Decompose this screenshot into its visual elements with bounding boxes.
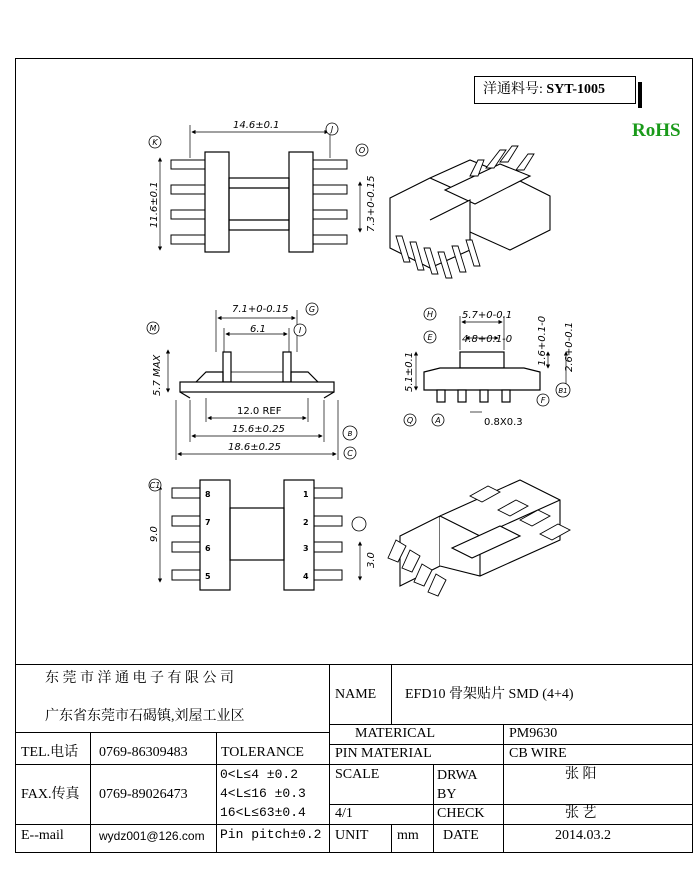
title-block — [15, 664, 693, 853]
date-value: 2014.03.2 — [555, 828, 611, 843]
dim-front-mid: 15.6±0.25 — [232, 424, 285, 435]
email-label: E--mail — [21, 828, 64, 843]
balloon-label: C — [347, 449, 353, 458]
tolerance-row-3: 16<L≤63±0.4 — [220, 805, 306, 820]
scale-value: 4/1 — [335, 806, 353, 821]
dim-front-ref: 12.0 REF — [237, 406, 282, 417]
unit-value: mm — [397, 828, 419, 843]
dim-side-left: 5.1±0.1 — [404, 351, 415, 392]
balloon-label: Q — [406, 416, 414, 425]
material-label: MATERICAL — [355, 726, 436, 741]
part-number-label: 洋通料号: — [483, 82, 543, 97]
check-value: 张 艺 — [565, 806, 597, 821]
tolerance-row-4: Pin pitch±0.2 — [220, 827, 322, 842]
tel-label: TEL.电话 — [21, 745, 79, 760]
tolerance-row-2: 4<L≤16 ±0.3 — [220, 786, 306, 801]
pin-label: 7 — [205, 518, 211, 527]
tel-value: 0769-86309483 — [99, 745, 188, 760]
balloon-label: F — [540, 396, 546, 405]
dim-top-width: 14.6±0.1 — [233, 120, 280, 131]
pin-label: 2 — [303, 518, 309, 527]
dim-bottom-height: 9.0 — [149, 526, 160, 542]
dim-side-pin: 0.8X0.3 — [484, 417, 523, 428]
pin-material-value: CB WIRE — [509, 746, 567, 761]
dim-side-right1: 1.6+0.1-0 — [537, 315, 548, 366]
pin-material-label: PIN MATERIAL — [335, 746, 432, 761]
balloon-label: E — [427, 333, 433, 342]
pin-label: 6 — [205, 544, 211, 553]
balloon-label: J — [330, 125, 334, 134]
pin-label: 1 — [303, 490, 309, 499]
date-label: DATE — [443, 828, 479, 843]
part-number-value: SYT-1005 — [546, 82, 606, 97]
iso-view-top — [390, 146, 550, 278]
fax-value: 0769-89026473 — [99, 787, 188, 802]
balloon-label: K — [152, 138, 158, 147]
balloon-label: I — [298, 326, 302, 335]
top-view — [160, 125, 360, 252]
dim-side-right2: 2.6+0-0.1 — [564, 321, 575, 372]
dim-bottom-pitch: 3.0 — [366, 552, 377, 568]
pin-label: 4 — [303, 572, 309, 581]
part-number-shadow — [638, 82, 642, 108]
fax-label: FAX.传真 — [21, 787, 80, 802]
dim-front-inner: 6.1 — [250, 324, 266, 335]
dim-top-height: 11.6±0.1 — [149, 181, 160, 228]
dim-top-right: 7.3+0-0.15 — [366, 175, 377, 232]
balloon-label: M — [149, 324, 157, 333]
pin-label: 8 — [205, 490, 211, 499]
balloon-label: H — [426, 310, 434, 319]
material-value: PM9630 — [509, 726, 558, 741]
iso-view-bottom — [388, 480, 570, 596]
unit-label: UNIT — [335, 828, 369, 843]
part-number-box — [474, 76, 636, 104]
tolerance-row-1: 0<L≤4 ±0.2 — [220, 767, 299, 782]
pin-label: 5 — [205, 572, 211, 581]
scale-label: SCALE — [335, 767, 380, 782]
pin-label: 3 — [303, 544, 309, 553]
balloon-label: O — [358, 146, 366, 155]
tolerance-label: TOLERANCE — [221, 745, 304, 760]
balloon-label: G — [308, 305, 316, 314]
rohs-mark: RoHS — [632, 120, 681, 141]
check-label: CHECK — [437, 806, 485, 821]
company-name: 东 莞 市 洋 通 电 子 有 限 公 司 — [45, 671, 234, 686]
company-address: 广东省东莞市石碣镇,刘屋工业区 — [45, 709, 245, 724]
name-value: EFD10 骨架贴片 SMD (4+4) — [405, 687, 574, 702]
dim-front-height: 5.7 MAX — [152, 354, 163, 396]
email-value: wydz001@126.com — [99, 829, 205, 843]
drawn-label: DRWA BY — [437, 768, 477, 802]
dim-front-bottom: 18.6±0.25 — [228, 442, 281, 453]
name-label: NAME — [335, 687, 377, 702]
balloon-label: B — [347, 430, 353, 438]
dim-side-h: 5.7+0-0.1 — [462, 310, 513, 321]
balloon-label: C1 — [149, 481, 161, 490]
dim-front-top: 7.1+0-0.15 — [232, 304, 289, 315]
balloon-label: A — [435, 416, 441, 425]
drawn-value: 张 阳 — [565, 767, 597, 782]
bottom-view — [160, 480, 360, 590]
balloon-label: B1 — [558, 387, 568, 395]
dim-side-e: 4.8+0.1-0 — [462, 334, 513, 345]
